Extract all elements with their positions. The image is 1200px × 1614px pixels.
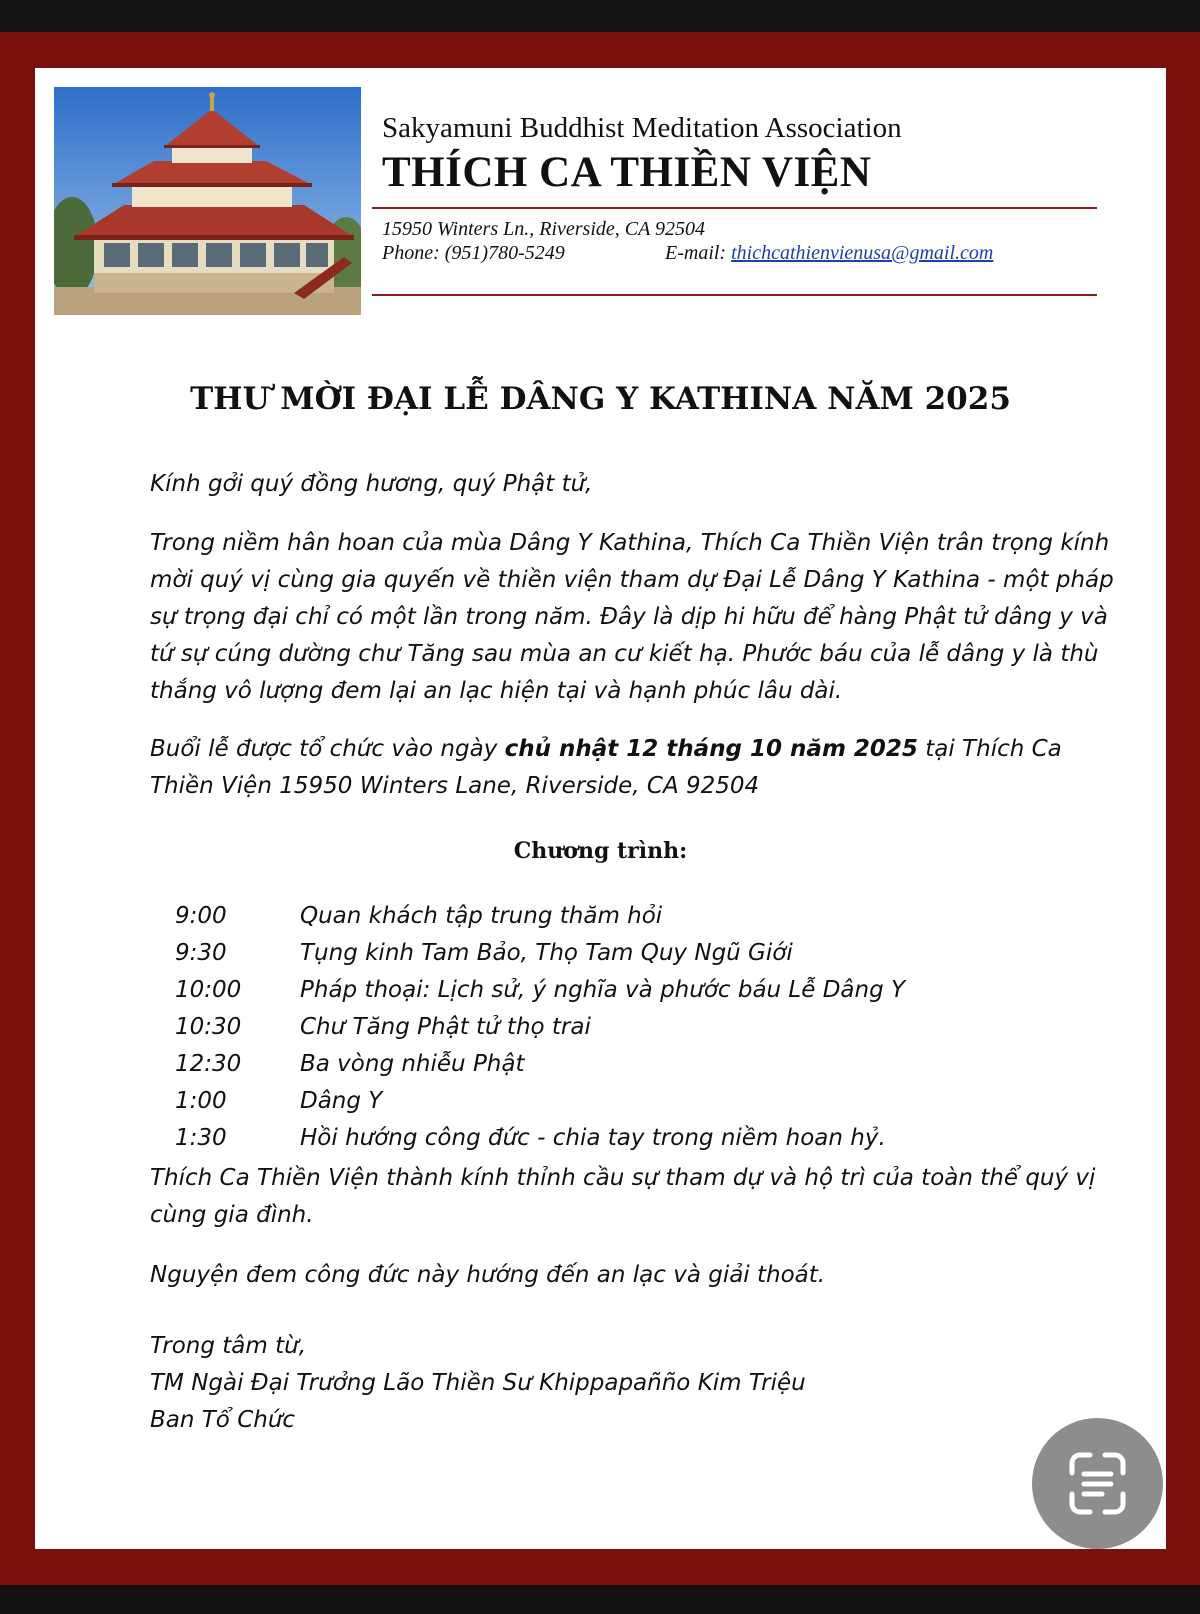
greeting: Kính gởi quý đồng hương, quý Phật tử, <box>150 471 593 497</box>
date-suffix: tại Thích Ca Thiền Viện 15950 Winters Lane, Riverside, CA 92504 <box>150 736 1062 799</box>
schedule-event: Hồi hướng công đức - chia tay trong niềm hoan hỷ. <box>300 1125 886 1151</box>
dedication-line: Nguyện đem công đức này hướng đến an lạc và giải thoát. <box>150 1262 826 1288</box>
schedule-time: 1:00 <box>175 1088 227 1114</box>
temple-phone: Phone: (951)780-5249 <box>382 242 565 264</box>
header-divider-bottom <box>372 294 1097 296</box>
date-paragraph <box>150 731 1125 805</box>
schedule-time: 10:00 <box>175 977 242 1003</box>
schedule-time: 1:30 <box>175 1125 227 1151</box>
schedule-list <box>175 898 905 1157</box>
association-name: Sakyamuni Buddhist Meditation Association <box>382 112 902 144</box>
text-scan-button[interactable] <box>1032 1418 1163 1549</box>
temple-email <box>665 242 993 265</box>
schedule-event: Tụng kinh Tam Bảo, Thọ Tam Quy Ngũ Giới <box>300 940 793 966</box>
letter-page <box>35 68 1166 1549</box>
schedule-row <box>175 898 905 935</box>
schedule-time: 10:30 <box>175 1014 242 1040</box>
schedule-event: Ba vòng nhiễu Phật <box>300 1051 525 1077</box>
top-status-bar <box>0 0 1200 32</box>
signature-line-2: TM Ngài Đại Trưởng Lão Thiền Sư Khippapañño Kim Triệu <box>150 1370 806 1396</box>
program-heading: Chương trình: <box>513 838 688 864</box>
intro-paragraph: Trong niềm hân hoan của mùa Dâng Y Kathina, Thích Ca Thiền Viện trân trọng kính mời quý vị cùng gia quyến về thiền viện tham dự Đại Lễ Dâng Y Kathina - một pháp sự trọng đại chỉ có một lần trong năm. Đây là dịp hi hữu để hàng Phật tử dâng y và tứ sự cúng dường chư Tăng sau mùa an cư kiết hạ. Phước báu của lễ dâng y là thù thắng vô lượng đem lại an lạc hiện tại và hạnh phúc lâu dài. <box>150 530 1114 704</box>
pagoda-photo <box>54 87 361 315</box>
schedule-row <box>175 1120 905 1157</box>
signature-line-3: Ban Tổ Chức <box>150 1407 296 1433</box>
schedule-time: 9:30 <box>175 940 227 966</box>
signature-block <box>150 1328 806 1439</box>
temple-address: 15950 Winters Ln., Riverside, CA 92504 <box>382 218 705 240</box>
closing-paragraph: Thích Ca Thiền Viện thành kính thỉnh cầu sự tham dự và hộ trì của toàn thể quý vị cùng gia đình. <box>150 1165 1096 1228</box>
schedule-time: 9:00 <box>175 903 227 929</box>
text-scan-icon <box>1032 1418 1163 1549</box>
date-prefix: Buổi lễ được tổ chức vào ngày <box>150 736 505 762</box>
temple-name: THÍCH CA THIỀN VIỆN <box>382 149 872 196</box>
schedule-row <box>175 972 905 1009</box>
email-link[interactable]: thichcathienvienusa@gmail.com <box>731 242 994 264</box>
schedule-event: Dâng Y <box>300 1088 383 1114</box>
bottom-bar <box>0 1585 1200 1614</box>
event-date: chủ nhật 12 tháng 10 năm 2025 <box>504 736 918 762</box>
signature-line-1: Trong tâm từ, <box>150 1333 307 1359</box>
schedule-row <box>175 1083 905 1120</box>
schedule-row <box>175 935 905 972</box>
schedule-event: Quan khách tập trung thăm hỏi <box>300 903 663 929</box>
header-divider-top <box>372 207 1097 209</box>
schedule-event: Pháp thoại: Lịch sử, ý nghĩa và phước báu Lễ Dâng Y <box>300 977 906 1003</box>
schedule-row <box>175 1046 905 1083</box>
schedule-event: Chư Tăng Phật tử thọ trai <box>300 1014 591 1040</box>
invitation-title: THƯ MỜI ĐẠI LỄ DÂNG Y KATHINA NĂM 2025 <box>190 381 1011 417</box>
schedule-row <box>175 1009 905 1046</box>
schedule-time: 12:30 <box>175 1051 242 1077</box>
email-label: E-mail: <box>665 242 732 264</box>
